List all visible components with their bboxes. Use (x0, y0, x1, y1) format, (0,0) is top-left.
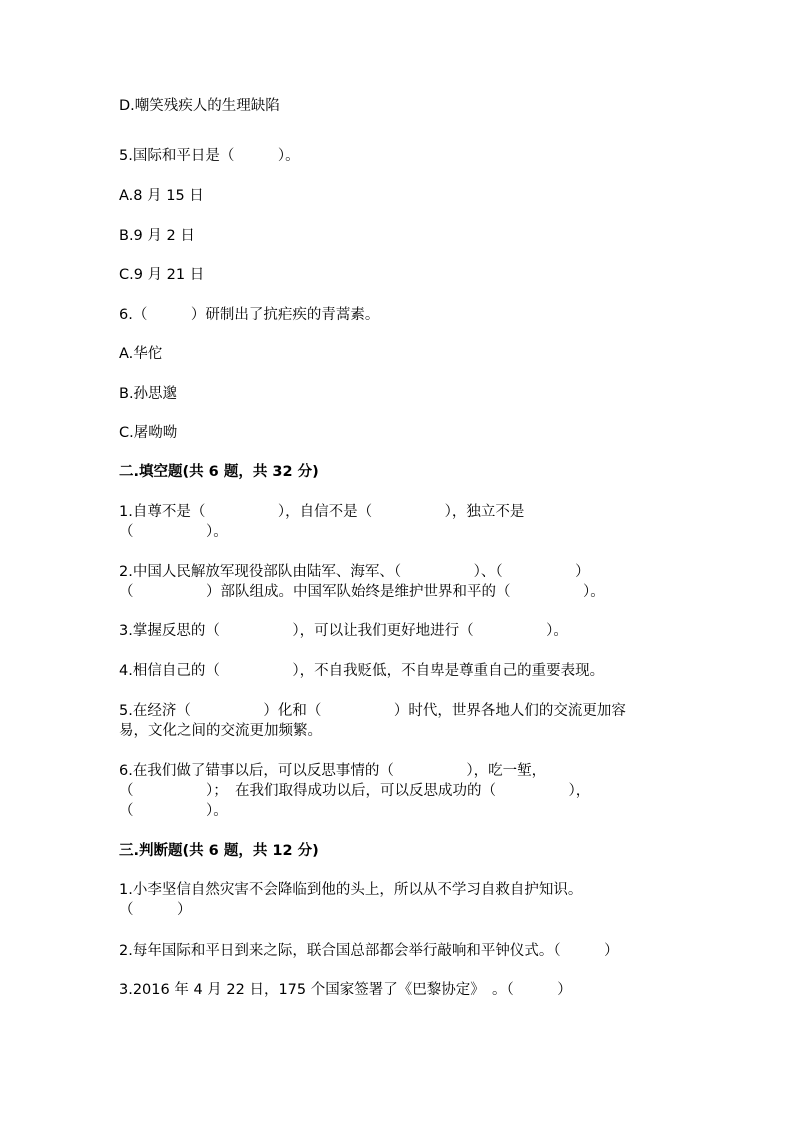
fill-question-3: 3.掌握反思的（ ），可以让我们更好地进行（ ）。 (119, 623, 568, 639)
option-b-q6: B.孙思邈 (119, 386, 178, 402)
fill-question-6-line2: （ ）； 在我们取得成功以后，可以反思成功的（ ）， (119, 783, 591, 799)
fill-question-4: 4.相信自己的（ ），不自我贬低，不自卑是尊重自己的重要表现。 (119, 663, 605, 679)
section-heading-judgement: 三.判断题(共 6 题，共 12 分) (119, 843, 319, 859)
fill-question-2-line2: （ ）部队组成。中国军队始终是维护世界和平的（ ）。 (119, 584, 605, 600)
judge-question-3: 3.2016 年 4 月 22 日，175 个国家签署了《巴黎协定》 。（ ） (119, 982, 572, 998)
option-a-q5: A.8 月 15 日 (119, 188, 204, 204)
fill-question-1-line1: 1.自尊不是（ ），自信不是（ ），独立不是 (119, 504, 525, 520)
fill-question-2-line1: 2.中国人民解放军现役部队由陆军、海军、（ ）、（ ） (119, 564, 590, 580)
fill-question-1-line2: （ ）。 (119, 524, 228, 540)
judge-question-2: 2.每年国际和平日到来之际，联合国总部都会举行敲响和平钟仪式。（ ） (119, 943, 619, 959)
question-6: 6.（ ）研制出了抗疟疾的青蒿素。 (119, 307, 380, 323)
option-c-q5: C.9 月 21 日 (119, 267, 205, 283)
fill-question-5-line1: 5.在经济（ ）化和（ ）时代，世界各地人们的交流更加容 (119, 703, 626, 719)
judge-question-1-line1: 1.小李坚信自然灾害不会降临到他的头上，所以从不学习自救自护知识。 (119, 882, 583, 898)
fill-question-5-line2: 易，文化之间的交流更加频繁。 (119, 723, 322, 739)
option-c-q6: C.屠呦呦 (119, 425, 178, 441)
option-b-q5: B.9 月 2 日 (119, 228, 195, 244)
option-d-q4: D.嘲笑残疾人的生理缺陷 (119, 98, 280, 114)
fill-question-6-line3: （ ）。 (119, 803, 228, 819)
fill-question-6-line1: 6.在我们做了错事以后，可以反思事情的（ ），吃一堑， (119, 763, 547, 779)
question-5: 5.国际和平日是（ ）。 (119, 148, 300, 164)
judge-question-1-line2: （ ） (119, 902, 192, 918)
option-a-q6: A.华佗 (119, 346, 163, 362)
section-heading-fill-blank: 二.填空题(共 6 题，共 32 分) (119, 464, 319, 480)
